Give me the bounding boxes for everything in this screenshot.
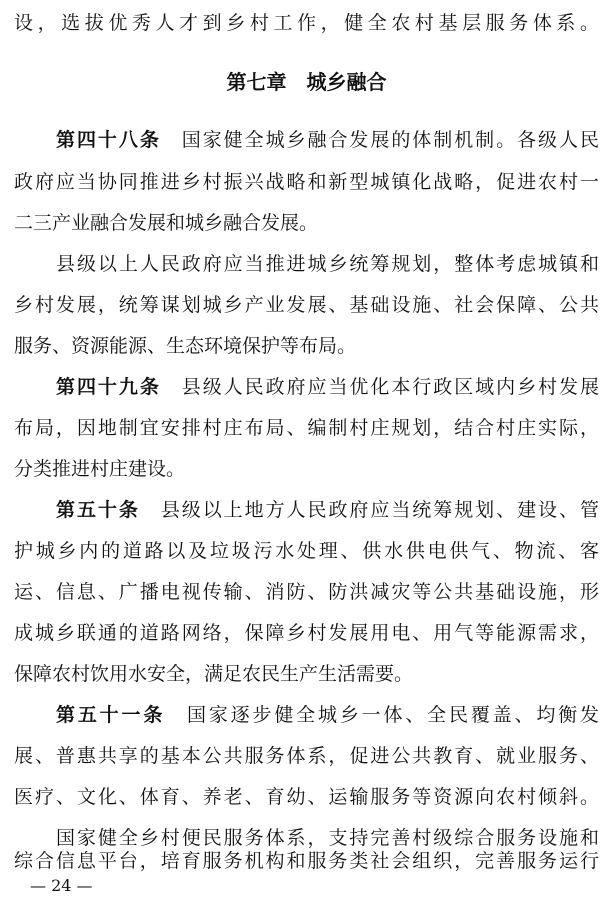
text-line: 政府应当协同推进乡村振兴战略和新型城镇化战略，促进农村一 [14,171,599,193]
text-line: 二三产业融合发展和城乡融合发展。 [14,212,319,234]
text-line: 医疗、文化、体育、养老、育幼、运输服务等资源向农村倾斜。 [14,786,599,808]
article-48-first-line [56,125,599,155]
page-number: — 24 — [30,876,93,895]
text-line: 展、普惠共享的基本公共服务体系，促进公共教育、就业服务、 [14,745,599,767]
chapter-title: 第七章 城乡融合 [226,70,387,94]
article-49-first-line [56,372,599,402]
article-51-label: 第五十一条 [56,704,166,726]
text-line: 护城乡内的道路以及垃圾污水处理、供水供电供气、物流、客 [14,540,599,562]
text-line: 国家健全乡村便民服务体系，支持完善村级综合服务设施和 [56,827,599,849]
article-49-label: 第四十九条 [56,376,161,398]
text-line: 县级以上人民政府应当推进城乡统筹规划，整体考虑城镇和 [56,253,599,275]
article-49-text: 县级人民政府应当优化本行政区域内乡村发展 [181,376,599,398]
article-50-label: 第五十条 [56,499,140,521]
article-50-text: 县级以上地方人民政府应当统筹规划、建设、管 [160,499,599,521]
article-48-label: 第四十八条 [56,129,161,151]
text-line: 保障农村饮用水安全，满足农民生产生活需要。 [14,663,414,685]
text-line: 设，选拔优秀人才到乡村工作，健全农村基层服务体系。 [14,12,599,34]
text-line: 布局，因地制宜安排村庄布局、编制村庄规划，结合村庄实际， [14,417,599,439]
text-line: 运、信息、广播电视传输、消防、防洪减灾等公共基础设施，形 [14,581,599,603]
text-line: 成城乡联通的道路网络，保障乡村发展用电、用气等能源需求， [14,622,599,644]
article-48-text: 国家健全城乡融合发展的体制机制。各级人民 [181,129,599,151]
text-line: 分类推进村庄建设。 [14,458,186,480]
text-line: 综合信息平台，培育服务机构和服务类社会组织，完善服务运行 [14,850,599,872]
text-line: 服务、资源能源、生态环境保护等布局。 [14,335,357,357]
article-51-first-line [56,700,599,730]
article-50-first-line [56,495,599,525]
text-line: 乡村发展，统筹谋划城乡产业发展、基础设施、社会保障、公共 [14,294,599,316]
article-51-text: 国家逐步健全城乡一体、全民覆盖、均衡发 [187,704,599,726]
